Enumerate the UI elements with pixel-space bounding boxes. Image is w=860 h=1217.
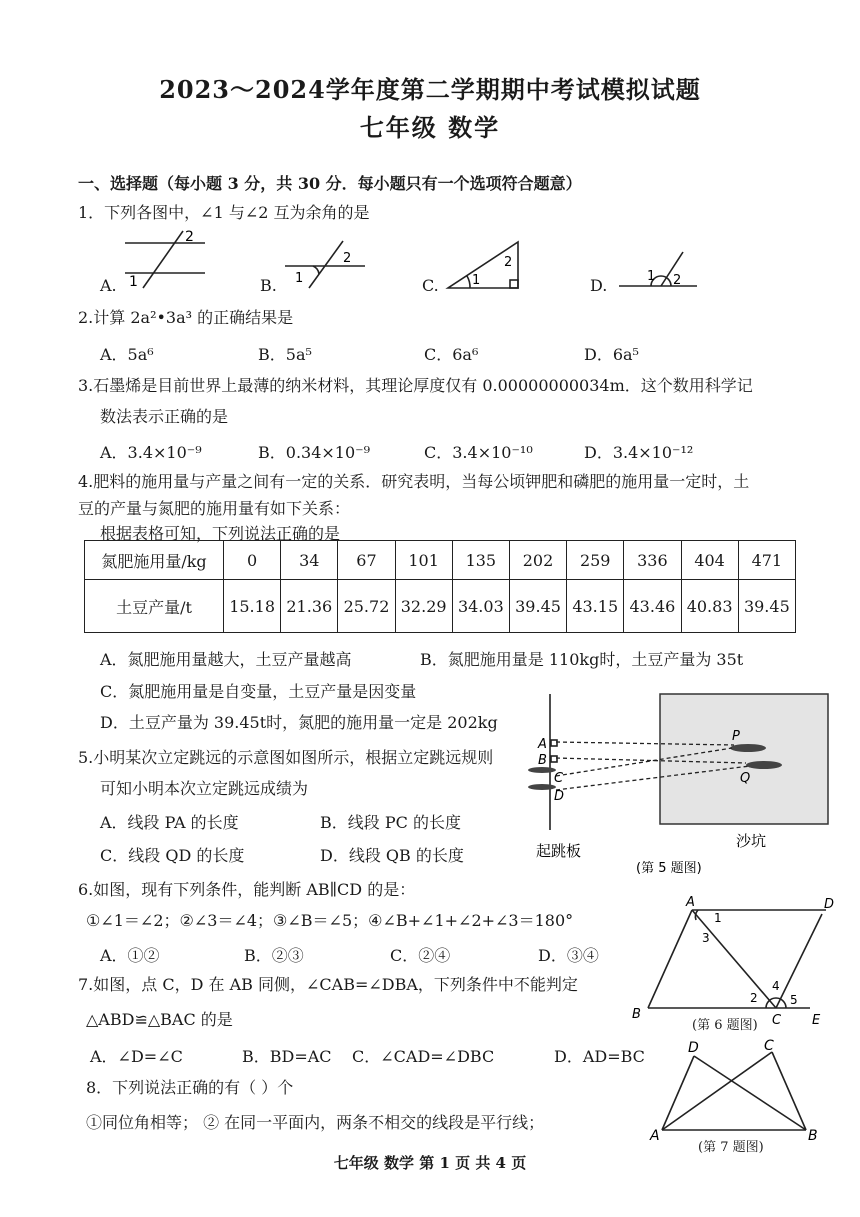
- q8-items: ①同位角相等； ② 在同一平面内，两条不相交的线段是平行线；: [86, 1113, 545, 1132]
- q3-option-d: D．3.4×10⁻¹²: [584, 443, 694, 462]
- exam-title: 2023～2024学年度第二学期期中考试模拟试题: [159, 75, 701, 104]
- table-cell: 471: [738, 541, 795, 580]
- table-cell: 0: [224, 541, 281, 580]
- q7-stem-line1: 7.如图，点 C，D 在 AB 同侧，∠CAB=∠DBA，下列条件中不能判定: [78, 975, 578, 994]
- table-row-nitrogen: [85, 541, 796, 580]
- q1-figure-d: [617, 246, 707, 292]
- q7-option-c: C．∠CAD=∠DBC: [352, 1047, 495, 1066]
- q1-option-b: B.: [260, 276, 277, 295]
- table-header-potato: 土豆产量/t: [85, 580, 224, 633]
- q1d-angle2-label: 2: [673, 273, 682, 288]
- table-cell: 15.18: [224, 580, 281, 633]
- label-P: P: [732, 729, 740, 744]
- q5-option-a: A．线段 PA 的长度: [100, 813, 239, 832]
- table-cell: 39.45: [509, 580, 566, 633]
- label-D: D: [554, 789, 565, 804]
- table-header-nitrogen: 氮肥施用量/kg: [85, 541, 224, 580]
- q1c-angle2-label: 2: [504, 255, 513, 270]
- q3-stem-line1: 3.石墨烯是目前世界上最薄的纳米材料，其理论厚度仅有 0.00000000034m．这个数用科学记: [78, 376, 753, 395]
- label-A: A: [538, 737, 547, 752]
- q6-conditions: ①∠1＝∠2；②∠3＝∠4；③∠B＝∠5；④∠B+∠1+∠2+∠3＝180°: [86, 911, 574, 930]
- table-cell: 34.03: [452, 580, 509, 633]
- table-cell: 67: [338, 541, 395, 580]
- q7-option-b: B．BD=AC: [242, 1047, 332, 1066]
- label-Q: Q: [740, 771, 751, 786]
- table-row-potato: [85, 580, 796, 633]
- label-D: D: [688, 1040, 699, 1056]
- q6-stem: 6.如图，现有下列条件，能判断 AB∥CD 的是：: [78, 880, 416, 899]
- q5-figure: [520, 690, 840, 880]
- q4-stem-line2: 豆的产量与氮肥的施用量有如下关系：: [78, 499, 351, 518]
- q6-option-b: B．②③: [244, 946, 304, 965]
- q1a-angle2-label: 2: [185, 229, 194, 245]
- q1-option-d: D.: [590, 276, 608, 295]
- q4-stem-line1: 4.肥料的施用量与产量之间有一定的关系．研究表明，当每公顷钾肥和磷肥的施用量一定时，土: [78, 472, 750, 491]
- table-cell: 21.36: [281, 580, 338, 633]
- q5-option-b: B．线段 PC 的长度: [320, 813, 461, 832]
- q1-option-a: A.: [100, 276, 117, 295]
- label-C: C: [772, 1013, 782, 1028]
- angle-2-label: 2: [750, 991, 758, 1005]
- label-A: A: [650, 1128, 660, 1144]
- table-cell: 43.46: [624, 580, 681, 633]
- q5-stem-line1: 5.小明某次立定跳远的示意图如图所示，根据立定跳远规则: [78, 748, 494, 767]
- q7-option-d: D．AD=BC: [554, 1047, 645, 1066]
- q7-figure: [648, 1040, 828, 1150]
- q1d-angle1-label: 1: [647, 269, 656, 284]
- foot-mark: [730, 744, 766, 752]
- q2-option-a: A．5a⁶: [100, 345, 154, 364]
- q4-stem-line3: 根据表格可知，下列说法正确的是: [100, 524, 341, 543]
- q4-option-c: C．氮肥施用量是自变量，土豆产量是因变量: [100, 682, 417, 701]
- q4-option-a: A．氮肥施用量越大，土豆产量越高: [100, 650, 352, 669]
- q3-option-c: C．3.4×10⁻¹⁰: [424, 443, 533, 462]
- q2-stem: 2.计算 2a²•3a³ 的正确结果是: [78, 308, 294, 327]
- q5-option-d: D．线段 QB 的长度: [320, 846, 464, 865]
- q2-option-b: B．5a⁵: [258, 345, 312, 364]
- foot-mark: [528, 784, 556, 790]
- q3-stem-line2: 数法表示正确的是: [100, 407, 229, 426]
- q2-option-d: D．6a⁵: [584, 345, 639, 364]
- label-D: D: [824, 897, 835, 912]
- q1c-angle1-label: 1: [472, 273, 481, 288]
- q1-option-c: C.: [422, 276, 439, 295]
- q1-figure-c: [440, 236, 530, 292]
- q5-option-c: C．线段 QD 的长度: [100, 846, 245, 865]
- takeoff-board-label: 起跳板: [536, 842, 582, 860]
- table-cell: 25.72: [338, 580, 395, 633]
- q6-option-c: C．②④: [390, 946, 451, 965]
- q1-stem: 1．下列各图中，∠1 与∠2 互为余角的是: [78, 203, 370, 222]
- page-footer: 七年级 数学 第 1 页 共 4 页: [333, 1154, 527, 1172]
- angle-1-label: 1: [714, 911, 722, 925]
- table-cell: 43.15: [567, 580, 624, 633]
- q7-caption: (第 7 题图): [698, 1140, 764, 1155]
- q8-stem: 8．下列说法正确的有（ ）个: [86, 1078, 294, 1097]
- table-cell: 101: [395, 541, 452, 580]
- sand-pit-label: 沙坑: [736, 832, 767, 850]
- table-cell: 404: [681, 541, 738, 580]
- q4-option-d: D．土豆产量为 39.45t时，氮肥的施用量一定是 202kg: [100, 713, 498, 732]
- q1b-angle2-label: 2: [343, 251, 352, 266]
- q7-option-a: A．∠D=∠C: [90, 1047, 183, 1066]
- table-cell: 202: [509, 541, 566, 580]
- table-cell: 40.83: [681, 580, 738, 633]
- q1-figure-a: [115, 226, 215, 292]
- angle-3-label: 3: [702, 931, 710, 945]
- table-cell: 336: [624, 541, 681, 580]
- q5-stem-line2: 可知小明本次立定跳远成绩为: [100, 779, 309, 798]
- exam-subtitle: 七年级 数学: [359, 113, 501, 142]
- table-cell: 135: [452, 541, 509, 580]
- q6-option-d: D．③④: [538, 946, 599, 965]
- angle-5-label: 5: [790, 993, 798, 1007]
- foot-mark: [746, 761, 782, 769]
- q1-figure-b: [283, 236, 373, 292]
- q6-figure: [626, 896, 846, 1036]
- q2-option-c: C．6a⁶: [424, 345, 479, 364]
- table-cell: 39.45: [738, 580, 795, 633]
- label-B: B: [632, 1007, 641, 1022]
- q7-stem-line2: △ABD≌△BAC 的是: [86, 1010, 233, 1029]
- label-B: B: [538, 753, 547, 768]
- label-E: E: [812, 1013, 821, 1028]
- table-cell: 32.29: [395, 580, 452, 633]
- q4-data-table: [84, 540, 796, 633]
- label-C: C: [554, 771, 564, 786]
- sand-pit: [660, 694, 828, 824]
- q3-option-b: B．0.34×10⁻⁹: [258, 443, 371, 462]
- label-A: A: [686, 895, 695, 910]
- q1b-angle1-label: 1: [295, 271, 304, 286]
- label-B: B: [808, 1128, 818, 1144]
- angle-4-label: 4: [772, 979, 780, 993]
- q1a-angle1-label: 1: [129, 274, 138, 290]
- table-cell: 34: [281, 541, 338, 580]
- q4-option-b: B．氮肥施用量是 110kg时，土豆产量为 35t: [420, 650, 744, 669]
- label-C: C: [764, 1038, 774, 1054]
- q5-caption: (第 5 题图): [636, 861, 702, 876]
- q6-caption: (第 6 题图): [692, 1018, 758, 1033]
- table-cell: 259: [567, 541, 624, 580]
- q3-option-a: A．3.4×10⁻⁹: [100, 443, 202, 462]
- q6-option-a: A．①②: [100, 946, 160, 965]
- section-heading: 一、选择题（每小题 3 分，共 30 分．每小题只有一个选项符合题意）: [78, 174, 582, 193]
